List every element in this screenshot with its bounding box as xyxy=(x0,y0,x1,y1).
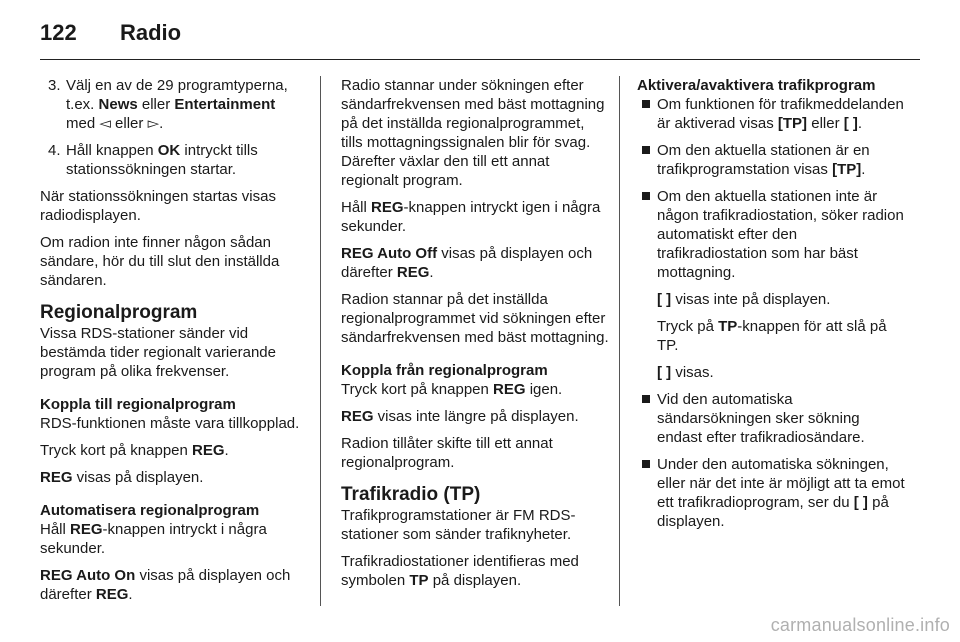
list-item: 4. Håll knappen OK intryckt tills stationssökningen startar. xyxy=(48,142,258,178)
page-header xyxy=(40,14,920,54)
column-divider xyxy=(320,76,321,606)
bullet-icon xyxy=(642,192,650,200)
bullet-icon xyxy=(642,100,650,108)
bullet-icon xyxy=(642,395,650,403)
list-item: 3. Välj en av de 29 programtyperna, t.ex. News eller Entertainment med ◅ eller ▻. xyxy=(48,77,288,132)
chapter-title: Radio xyxy=(120,20,182,45)
paragraph: Vissa RDS-stationer sänder vid bestämda tider regionalt varierande program på olika frekvenser. xyxy=(40,325,276,380)
bullet-icon xyxy=(642,460,650,468)
paragraph: Håll REG-knappen intryckt i några sekunder. xyxy=(40,521,267,557)
column-2 xyxy=(341,76,609,598)
subsection-heading: Aktivera/avaktivera trafikprogram xyxy=(637,77,876,94)
list-item: Vid den automatiska sändarsökningen sker sökning endast efter trafikradiosändare. xyxy=(637,390,905,447)
paragraph: Om radion inte finner någon sådan sändare, hör du till slut den inställda sändaren. xyxy=(40,234,280,289)
column-divider xyxy=(619,76,620,606)
header-rule xyxy=(40,59,920,60)
paragraph: Radion tillåter skifte till ett annat regionalprogram. xyxy=(341,435,553,471)
paragraph: Trafikprogramstationer är FM RDS-stationer som sänder trafiknyheter. xyxy=(341,507,576,543)
paragraph: Tryck på TP-knappen för att slå på TP. xyxy=(657,318,887,354)
paragraph: [ ] visas inte på displayen. xyxy=(657,291,831,308)
paragraph: REG visas på displayen. xyxy=(40,469,204,486)
paragraph: Tryck kort på knappen REG igen. xyxy=(341,381,563,398)
paragraph: Radio stannar under sökningen efter sändarfrekvensen med bäst mottagning på det inställda regionalprogrammet, tills mottagningssignalen blir för svag. Därefter växlar den till ett annat regionalt program. xyxy=(341,77,605,189)
paragraph: Tryck kort på knappen REG. xyxy=(40,442,229,459)
paragraph: RDS-funktionen måste vara tillkopplad. xyxy=(40,415,300,432)
list-item: Om den aktuella stationen är en trafikprogramstation visas [TP]. xyxy=(637,141,905,179)
subsection-heading: Koppla från regionalprogram xyxy=(341,362,548,379)
paragraph: Håll REG-knappen intryckt igen i några sekunder. xyxy=(341,199,601,235)
subsection-heading: Automatisera regionalprogram xyxy=(40,502,260,519)
column-3 xyxy=(637,76,905,539)
column-1 xyxy=(40,76,308,612)
paragraph: REG Auto Off visas på displayen och därefter REG. xyxy=(341,245,593,281)
paragraph: REG visas inte längre på displayen. xyxy=(341,408,579,425)
paragraph: Radion stannar på det inställda regionalprogrammet vid sökningen efter sändarfrekvensen med bäst mottagning. xyxy=(341,291,609,346)
page-number: 122 xyxy=(40,20,77,45)
section-heading: Regionalprogram xyxy=(40,302,198,323)
subsection-heading: Koppla till regionalprogram xyxy=(40,396,236,413)
paragraph: När stationssökningen startas visas radiodisplayen. xyxy=(40,188,276,224)
paragraph: [ ] visas. xyxy=(657,364,714,381)
list-item: Om den aktuella stationen inte är någon trafikradiostation, söker radion automatiskt efter den trafikradiostation som har bäst mottagning. xyxy=(637,187,905,282)
paragraph: Trafikradiostationer identifieras med symbolen TP på displayen. xyxy=(341,553,579,589)
watermark: carmanualsonline.info xyxy=(770,615,950,635)
bullet-icon xyxy=(642,146,650,154)
section-heading: Trafikradio (TP) xyxy=(341,484,481,505)
list-item: Om funktionen för trafikmeddelanden är aktiverad visas [TP] eller [ ]. xyxy=(637,95,905,133)
list-item: Under den automatiska sökningen, eller när det inte är möjligt att ta emot ett trafikradioprogram, ser du [ ] på displayen. xyxy=(637,455,905,531)
paragraph: REG Auto On visas på displayen och därefter REG. xyxy=(40,567,291,603)
